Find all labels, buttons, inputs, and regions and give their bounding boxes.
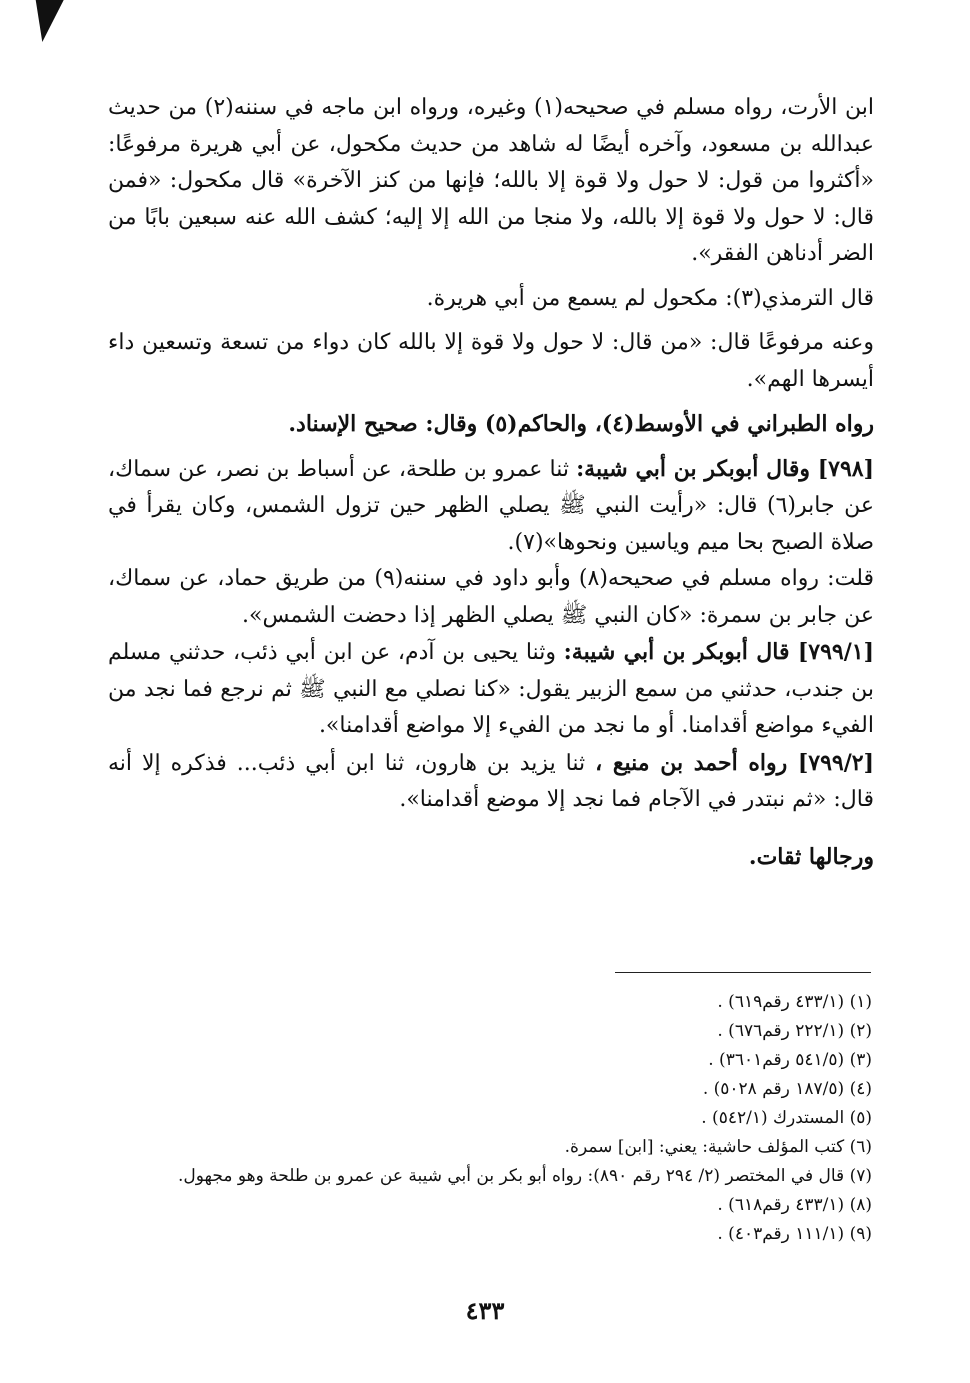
hadith-799-2-heading: [٧٩٩/٢] رواه أحمد بن منيع ، xyxy=(595,749,874,776)
hadith-799-1-heading: [٧٩٩/١] قال أبوبكر بن أبي شيبة: xyxy=(563,639,874,665)
hadith-799-1-body: وثنا يحيى بن آدم، عن ابن أبي ذئب، حدثني مسلم بن جندب، حدثني من سمع الزبير يقول: «كنا نصلي مع النبي ﷺ ثم نرجع فما نجد من الفيء مواضع أقدامنا. أو ما نجد من الفيء إلا مواضع أقدامنا». xyxy=(108,640,874,738)
paragraph-3: وعنه مرفوعًا قال: «من قال: لا حول ولا قوة إلا بالله كان دواء من تسعة وتسعين داء أيسرها الهم». xyxy=(108,330,874,392)
footnotes xyxy=(60,988,872,1249)
footnote-8: (٨) (٤٣٣/١ رقم٦١٨) . xyxy=(717,1195,872,1215)
main-text xyxy=(108,90,874,875)
paragraph-7 xyxy=(108,634,874,745)
paragraph-9: ورجالها ثقات. xyxy=(748,843,874,870)
footnote-4: (٤) (١٨٧/٥ رقم ٥٠٢٨) . xyxy=(702,1079,872,1099)
paragraph-4: رواه الطبراني في الأوسط(٤)، والحاكم(٥) وقال: صحيح الإسناد. xyxy=(288,411,874,437)
footnote-6: (٦) كتب المؤلف حاشية: يعني: [ابن] سمرة. xyxy=(564,1137,872,1157)
footnote-1: (١) (٤٣٣/١ رقم٦١٩) . xyxy=(717,992,872,1012)
paragraph-1: ابن الأرت، رواه مسلم في صحيحه(١) وغيره، ورواه ابن ماجه في سننه(٢) من حديث عبدالله بن مسعود، وآخره أيضًا له شاهد من حديث مكحول، عن أبي هريرة مرفوعًا: «أكثروا من قول: لا حول ولا قوة إلا بالله؛ فإنها من كنز الآخرة» قال مكحول: «فمن قال: لا حول ولا قوة إلا بالله، ولا منجا من الله إلا إليه؛ كشف الله عنه سبعين بابًا من الضر أدناهن الفقر». xyxy=(108,95,874,266)
footnote-7: (٧) قال في المختصر (٢/ ٢٩٤ رقم ٨٩٠): رواه أبو بكر بن أبي شيبة عن عمرو بن طلحة وهو مجهول. xyxy=(177,1166,872,1186)
footnote-5: (٥) المستدرك (٥٤٢/١) . xyxy=(701,1108,872,1128)
paragraph-8 xyxy=(108,745,874,819)
paragraph-5 xyxy=(108,451,874,562)
paragraph-2: قال الترمذي(٣): مكحول لم يسمع من أبي هريرة. xyxy=(426,285,874,311)
hadith-798-heading: [٧٩٨] وقال أبوبكر بن أبي شيبة: xyxy=(576,455,874,482)
paragraph-6: قلت: رواه مسلم في صحيحه(٨) وأبو داود في سننه(٩) من طريق حماد، عن سماك، عن جابر بن سمرة: «كان النبي ﷺ يصلي الظهر إذا دحضت الشمس». xyxy=(108,566,874,628)
footnote-separator xyxy=(615,972,871,973)
footnote-9: (٩) (١١١/١ رقم٤٠٣) . xyxy=(717,1224,872,1244)
page-corner-mark xyxy=(28,0,63,42)
hadith-798-body: ثنا عمرو بن طلحة، عن أسباط بن نصر، عن سماك، عن جابر(٦) قال: «رأيت النبي ﷺ يصلي الظهر حين تزول الشمس، وكان يقرأ في صلاة الصبح بحا ميم وياسين ونحوها»(٧). xyxy=(108,456,874,555)
page-number: ٤٣٣ xyxy=(465,1296,505,1325)
hadith-799-2-body: ثنا يزيد بن هارون، ثنا ابن أبي ذئب... فذكره إلا أنه قال: «ثم نبتدر في الآجام فما نجد إلا موضع أقدامنا». xyxy=(108,750,874,812)
footnote-2: (٢) (٢٢٢/١ رقم٦٧٦) . xyxy=(717,1021,872,1041)
footnote-3: (٣) (٥٤١/٥ رقم٣٦٠١) . xyxy=(708,1050,872,1070)
